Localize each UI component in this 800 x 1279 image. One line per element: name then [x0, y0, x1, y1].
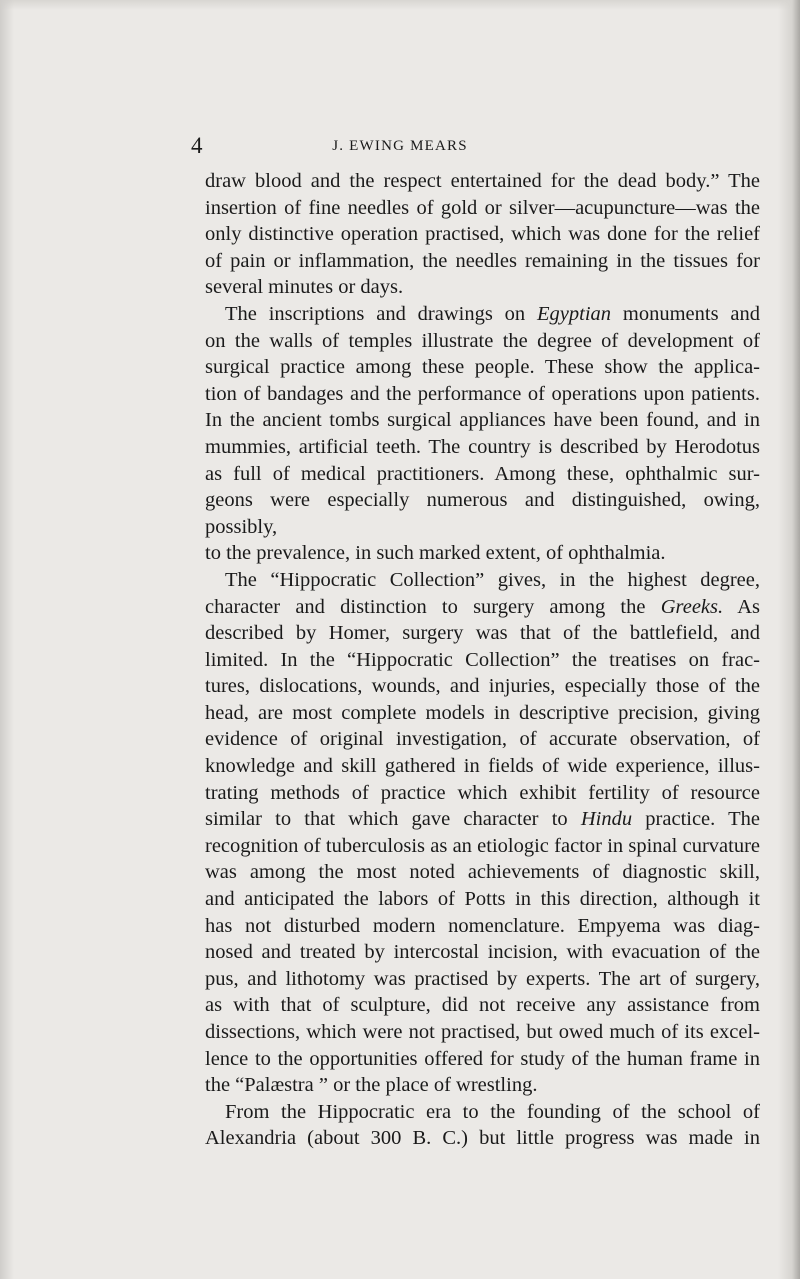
text-line: From the Hippocratic era to the founding of the school of	[225, 1100, 760, 1123]
text-line: pus, and lithotomy was practised by experts. The art of surgery,	[205, 967, 760, 990]
text-line: draw blood and the respect entertained for the dead body.” The	[205, 170, 760, 192]
text-line: on the walls of temples illustrate the degree of development of	[205, 329, 760, 352]
page-header	[0, 133, 800, 159]
paragraph-4	[205, 1099, 760, 1126]
text-line: character and distinction to surgery among the Greeks. As	[205, 595, 760, 618]
running-head: J. EWING MEARS	[332, 138, 468, 154]
paragraph-3	[205, 567, 760, 594]
emphasis-egyptian: Egyptian	[537, 302, 612, 325]
text-line: as full of medical practitioners. Among these, ophthalmic sur-	[205, 462, 760, 485]
text-line: tures, dislocations, wounds, and injuries, especially those of the	[205, 675, 760, 698]
text-line: limited. In the “Hippocratic Collection” the treatises on frac-	[205, 648, 760, 671]
paragraph-3-end	[205, 1072, 760, 1099]
paragraph-1-end	[205, 274, 760, 301]
page-number: 4	[191, 133, 203, 158]
text-line: surgical practice among these people. These show the applica-	[205, 356, 760, 379]
paragraph-1	[205, 168, 760, 274]
paragraph-4-cont	[205, 1125, 760, 1152]
text-line: trating methods of practice which exhibit fertility of resource	[205, 781, 760, 804]
scan-edge-left	[0, 0, 14, 1279]
text-line: geons were especially numerous and distinguished, owing, possibly,	[205, 489, 760, 538]
text-line: as with that of sculpture, did not receive any assistance from	[205, 994, 760, 1017]
text-line: the “Palæstra ” or the place of wrestling.	[205, 1074, 538, 1097]
text-line: recognition of tuberculosis as an etiologic factor in spinal curvature	[205, 834, 760, 857]
text-line: to the prevalence, in such marked extent, of ophthalmia.	[205, 542, 666, 565]
text-line: described by Homer, surgery was that of the battlefield, and	[205, 622, 760, 645]
text-line: Alexandria (about 300 B. C.) but little progress was made in	[205, 1127, 760, 1150]
paragraph-2-cont	[205, 328, 760, 541]
text-line: nosed and treated by intercostal incision, with evacuation of the	[205, 941, 760, 964]
text-line: and anticipated the labors of Potts in this direction, although it	[205, 888, 760, 911]
text-line: mummies, artificial teeth. The country is described by Herodotus	[205, 435, 760, 458]
paragraph-2-end	[205, 540, 760, 567]
emphasis-greeks: Greeks.	[660, 595, 724, 618]
text-line: only distinctive operation practised, which was done for the relief	[205, 223, 760, 246]
text-line: insertion of fine needles of gold or silver—acupuncture—was the	[205, 196, 760, 219]
paragraph-3-cont	[205, 594, 760, 1073]
body-text	[205, 168, 760, 1152]
text-line: tion of bandages and the performance of operations upon patients.	[205, 382, 760, 405]
text-line: head, are most complete models in descriptive precision, giving	[205, 701, 760, 724]
text-line: lence to the opportunities offered for study of the human frame in	[205, 1047, 760, 1070]
text-line: In the ancient tombs surgical appliances have been found, and in	[205, 409, 760, 432]
text-line: The inscriptions and drawings on Egyptian monuments and	[225, 302, 761, 325]
emphasis-hindu: Hindu	[580, 808, 633, 831]
text-line: similar to that which gave character to Hindu practice. The	[205, 808, 760, 831]
text-line: The “Hippocratic Collection” gives, in the highest degree,	[225, 568, 760, 591]
text-line: dissections, which were not practised, but owed much of its excel-	[205, 1021, 760, 1043]
text-line: of pain or inflammation, the needles remaining in the tissues for	[205, 249, 760, 272]
scan-edge-top	[0, 0, 800, 10]
text-line: knowledge and skill gathered in fields of wide experience, illus-	[205, 755, 760, 778]
text-line: has not disturbed modern nomenclature. Empyema was diag-	[205, 914, 760, 937]
paragraph-2	[205, 301, 760, 328]
text-line: several minutes or days.	[205, 276, 404, 299]
scan-edge-right	[778, 0, 800, 1279]
text-line: evidence of original investigation, of accurate observation, of	[205, 728, 760, 751]
text-line: was among the most noted achievements of diagnostic skill,	[205, 861, 760, 884]
